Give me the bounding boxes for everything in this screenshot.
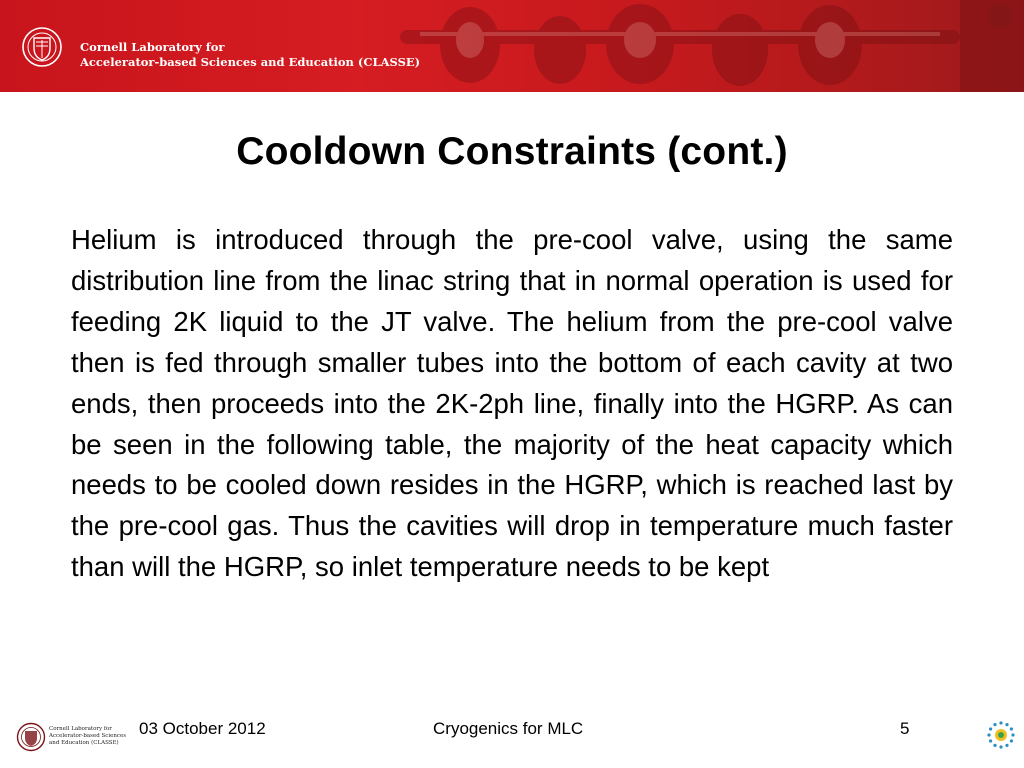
footer-org-line1: Cornell Laboratory for [49, 726, 112, 732]
org-name-line1: Cornell Laboratory for [80, 40, 225, 54]
header-banner [0, 0, 1024, 92]
footer-presentation-title: Cryogenics for MLC [433, 719, 584, 738]
footer-org-name [49, 726, 129, 747]
cornell-seal-small-icon [16, 722, 46, 752]
slide-body-paragraph: Helium is introduced through the pre-cool valve, using the same distribution line from the linac string that in normal operation is used for feeding 2K liquid to the JT valve. The helium from the pre-cool valve then is fed through smaller tubes into the bottom of each cavity at two ends, then proceeds into the 2K-2ph line, finally into the HGRP. As can be seen in the following table, the majority of the heat capacity which needs to be cooled down resides in the HGRP, which is reached last by the pre-cool gas. Thus the cavities will drop in temperature much faster than will the HGRP, so inlet temperature needs to be kept [71, 224, 953, 583]
org-name-line2: Accelerator-based Sciences and Education (CLASSE) [80, 55, 421, 69]
slide-title: Cooldown Constraints (cont.) [236, 130, 788, 173]
emblem-icon [986, 720, 1016, 750]
footer-page-number: 5 [900, 719, 910, 738]
org-name [80, 40, 420, 70]
footer-org-line3: and Education (CLASSE) [49, 740, 119, 746]
footer-date: 03 October 2012 [139, 719, 266, 738]
footer-org-line2: Accelerator-based Sciences [49, 733, 127, 739]
cornell-seal-icon [22, 26, 62, 72]
